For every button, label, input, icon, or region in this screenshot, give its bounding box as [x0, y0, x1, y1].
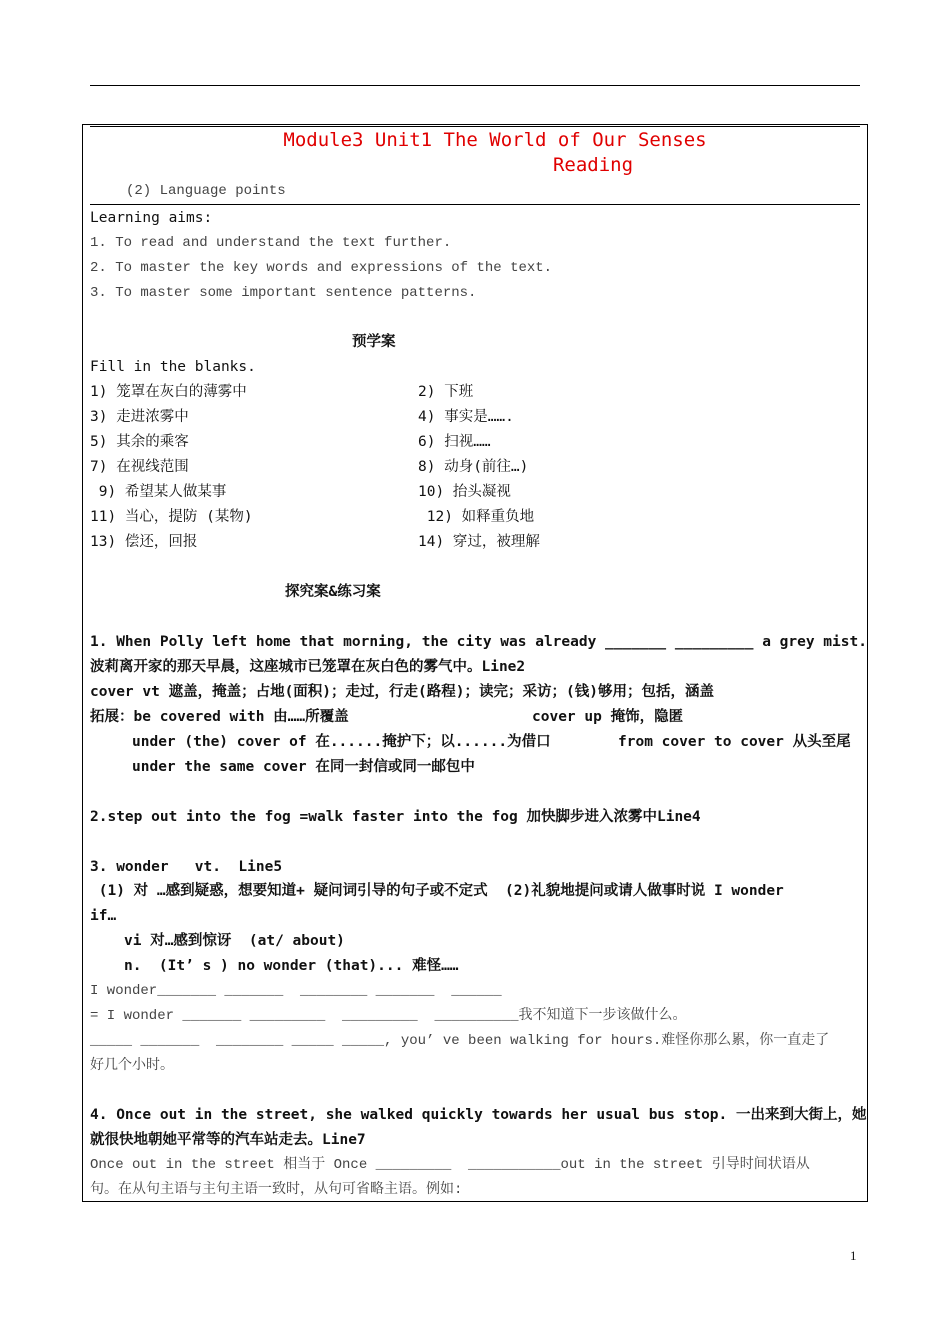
fill-heading: Fill in the blanks. — [90, 359, 256, 375]
point-1-cover-meanings: cover vt 遮盖，掩盖；占地(面积)；走过，行走(路程)；读完；采访；(钱)够用；包括，涵盖 — [90, 684, 714, 700]
point-4-sentence: 就很快地朝她平常等的汽车站走去。Line7 — [90, 1132, 366, 1148]
blank-item: 9) 希望某人做某事 — [90, 484, 227, 500]
point-2: 2.step out into the fog =walk faster into the fog 加快脚步进入浓雾中Line4 — [90, 809, 701, 825]
blank-item: 13) 偿还，回报 — [90, 534, 198, 550]
point-3-noun: n. (It’ s ) no wonder (that)... 难怪…… — [124, 958, 459, 974]
page-title: Module3 Unit1 The World of Our Senses — [283, 129, 707, 151]
blank-item: 5) 其余的乘客 — [90, 434, 189, 450]
point-1-extension: under (the) cover of 在......掩护下；以......为借口 — [132, 734, 551, 750]
point-3-heading: 3. wonder vt. Line5 — [90, 859, 283, 875]
blank-item: 10) 抬头凝视 — [418, 484, 511, 500]
aims-heading: Learning aims: — [90, 210, 213, 226]
frame-double-rule — [90, 126, 860, 127]
point-1-sentence: 1. When Polly left home that morning, the city was already _______ _________ a grey mist. — [90, 634, 867, 650]
point-1-translation: 波莉离开家的那天早晨，这座城市已笼罩在灰白色的雾气中。Line2 — [90, 659, 526, 675]
blank-item: 14) 穿过，被理解 — [418, 534, 540, 550]
point-3-meaning: if… — [90, 908, 117, 924]
blank-item: 7) 在视线范围 — [90, 459, 189, 475]
blank-item: 12) 如释重负地 — [418, 509, 535, 525]
blank-item: 11) 当心，提防 (某物) — [90, 509, 253, 525]
point-3-exercise: I wonder_______ _______ ________ _______ ______ — [90, 983, 502, 999]
preview-heading: 预学案 — [352, 334, 396, 350]
separator — [90, 204, 860, 205]
header-rule — [90, 85, 860, 86]
language-points-label: (2) Language points — [126, 183, 286, 199]
point-3-vi: vi 对…感到惊讶 (at/ about) — [124, 933, 345, 949]
point-3-exercise: = I wonder _______ _________ _________ __________我不知道下一步该做什么。 — [90, 1008, 687, 1024]
page-subtitle-reading: Reading — [552, 154, 634, 176]
aim-item: 1. To read and understand the text further. — [90, 235, 452, 251]
explore-heading: 探究案&练习案 — [285, 584, 381, 600]
point-4-explanation: Once out in the street 相当于 Once _________ ___________out in the street 引导时间状语从 — [90, 1157, 810, 1173]
point-3-exercise: _____ _______ ________ _____ _____, you’ ve been walking for hours.难怪你那么累，你一直走了 — [90, 1033, 830, 1049]
point-3-meaning: (1) 对 …感到疑惑，想要知道+ 疑问词引导的句子或不定式 (2)礼貌地提问或请人做事时说 I wonder — [90, 883, 784, 899]
blank-item: 2) 下班 — [418, 384, 474, 400]
point-1-extension: 拓展：be covered with 由……所覆盖 — [90, 709, 349, 725]
page-number: 1 — [850, 1248, 857, 1263]
point-1-extension: under the same cover 在同一封信或同一邮包中 — [132, 759, 475, 775]
blank-item: 8) 动身(前往…) — [418, 459, 529, 475]
aim-item: 3. To master some important sentence patterns. — [90, 285, 477, 301]
blank-item: 4) 事实是……. — [418, 409, 514, 425]
point-4-sentence: 4. Once out in the street, she walked quickly towards her usual bus stop. 一出来到大街上，她 — [90, 1107, 867, 1123]
blank-item: 6) 扫视…… — [418, 434, 491, 450]
aim-item: 2. To master the key words and expressions of the text. — [90, 260, 553, 276]
blank-item: 3) 走进浓雾中 — [90, 409, 189, 425]
point-4-explanation: 句。在从句主语与主句主语一致时，从句可省略主语。例如: — [90, 1182, 463, 1198]
point-1-extension: from cover to cover 从头至尾 — [618, 734, 851, 750]
point-3-exercise: 好几个小时。 — [90, 1058, 174, 1074]
point-1-extension: cover up 掩饰，隐匿 — [532, 709, 684, 725]
blank-item: 1) 笼罩在灰白的薄雾中 — [90, 384, 247, 400]
